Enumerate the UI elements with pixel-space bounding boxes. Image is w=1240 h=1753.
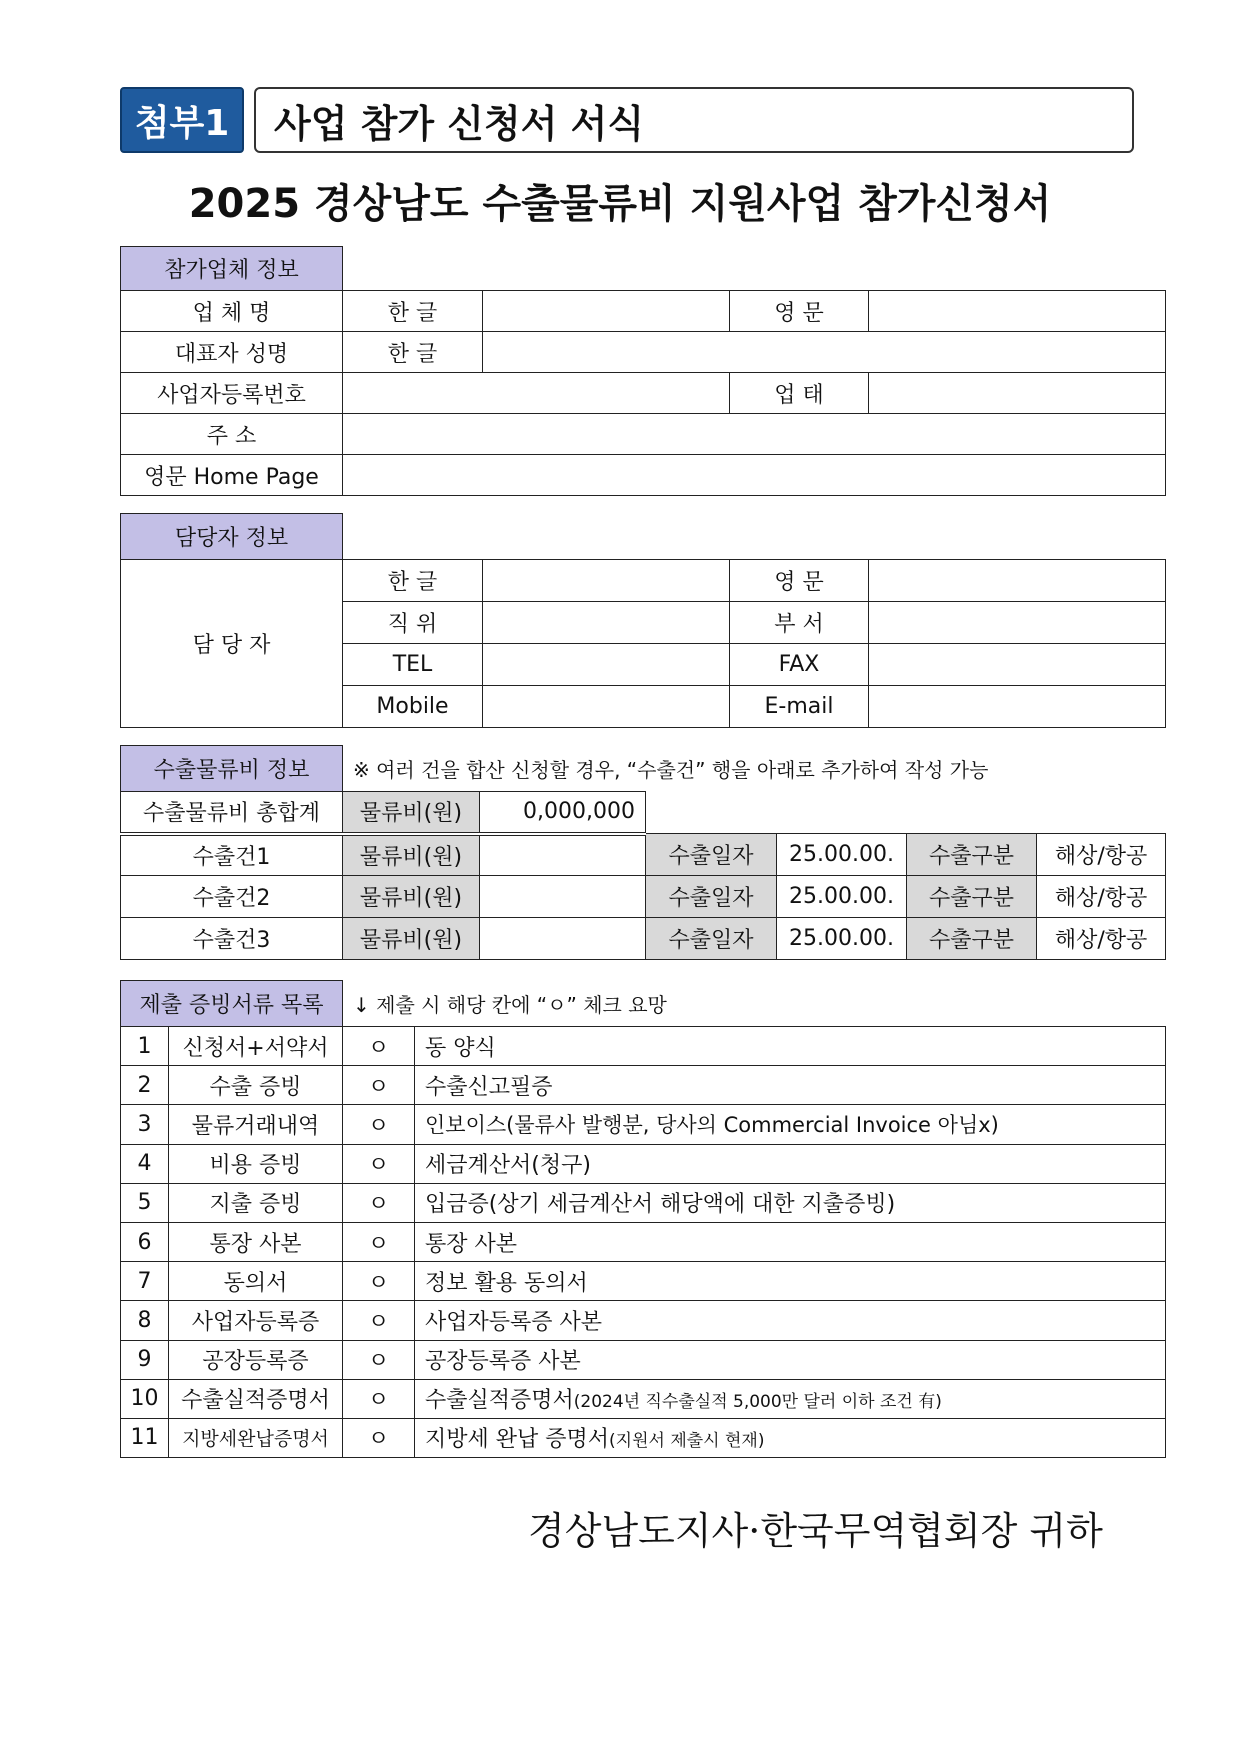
document-desc-cell <box>415 1027 1166 1066</box>
dept-field[interactable] <box>869 602 1166 644</box>
export-date-field[interactable]: 25.00.00. <box>777 834 907 876</box>
document-row <box>121 1105 1166 1144</box>
document-row <box>121 1379 1166 1418</box>
contact-hangul-field[interactable] <box>483 560 730 602</box>
document-row <box>121 1222 1166 1261</box>
document-check[interactable]: ㅇ <box>343 1027 415 1066</box>
export-type-field[interactable]: 해상/항공 <box>1037 918 1166 960</box>
document-row <box>121 1262 1166 1301</box>
label-cost: 물류비(원) <box>343 876 480 918</box>
document-name: 물류거래내역 <box>169 1105 343 1144</box>
label-cost-total: 물류비(원) <box>343 792 480 834</box>
document-name: 수출 증빙 <box>169 1066 343 1105</box>
label-english: 영 문 <box>730 291 869 332</box>
export-cost-field[interactable] <box>480 918 646 960</box>
label-export-type: 수출구분 <box>907 876 1037 918</box>
document-no: 3 <box>121 1105 169 1144</box>
document-no: 2 <box>121 1066 169 1105</box>
address-field[interactable] <box>343 414 1166 455</box>
document-desc: 정보 활용 동의서 <box>425 1270 588 1296</box>
document-no: 1 <box>121 1027 169 1066</box>
document-name: 신청서+서약서 <box>169 1027 343 1066</box>
label-address: 주 소 <box>121 414 343 455</box>
document-no: 6 <box>121 1222 169 1261</box>
document-desc: 통장 사본 <box>425 1231 518 1257</box>
document-check[interactable]: ㅇ <box>343 1379 415 1418</box>
document-desc: 입금증(상기 세금계산서 해당액에 대한 지출증빙) <box>425 1192 896 1218</box>
export-row <box>121 876 1166 918</box>
document-check[interactable]: ㅇ <box>343 1183 415 1222</box>
export-row <box>121 918 1166 960</box>
document-name: 사업자등록증 <box>169 1301 343 1340</box>
document-row <box>121 1183 1166 1222</box>
biz-no-field[interactable] <box>343 373 730 414</box>
document-row <box>121 1340 1166 1379</box>
document-name: 통장 사본 <box>169 1222 343 1261</box>
label-position: 직 위 <box>343 602 483 644</box>
label-export-date: 수출일자 <box>646 918 777 960</box>
document-check[interactable]: ㅇ <box>343 1262 415 1301</box>
logistics-info-table <box>120 745 1166 960</box>
company-name-english-field[interactable] <box>869 291 1166 332</box>
label-person: 담 당 자 <box>121 560 343 728</box>
document-desc: 인보이스(물류사 발행분, 당사의 Commercial Invoice 아님x) <box>425 1113 999 1138</box>
document-name: 공장등록증 <box>169 1340 343 1379</box>
document-desc-cell <box>415 1340 1166 1379</box>
biz-type-field[interactable] <box>869 373 1166 414</box>
document-desc-cell <box>415 1301 1166 1340</box>
document-name: 비용 증빙 <box>169 1144 343 1183</box>
document-desc-cell <box>415 1105 1166 1144</box>
position-field[interactable] <box>483 602 730 644</box>
export-date-field[interactable]: 25.00.00. <box>777 918 907 960</box>
section-header-company: 참가업체 정보 <box>121 247 343 291</box>
export-cost-field[interactable] <box>480 876 646 918</box>
export-cost-field[interactable] <box>480 834 646 876</box>
document-check[interactable]: ㅇ <box>343 1144 415 1183</box>
label-biz-type: 업 태 <box>730 373 869 414</box>
label-hangul: 한 글 <box>343 291 483 332</box>
document-check[interactable]: ㅇ <box>343 1340 415 1379</box>
document-name: 지출 증빙 <box>169 1183 343 1222</box>
contact-english-field[interactable] <box>869 560 1166 602</box>
logistics-note: ※ 여러 건을 합산 신청할 경우, “수출건” 행을 아래로 추가하여 작성 가능 <box>343 746 1166 792</box>
label-email: E-mail <box>730 686 869 728</box>
document-row <box>121 1418 1166 1457</box>
export-name: 수출건1 <box>121 834 343 876</box>
document-check[interactable]: ㅇ <box>343 1222 415 1261</box>
document-desc-cell <box>415 1144 1166 1183</box>
export-name: 수출건3 <box>121 918 343 960</box>
document-name: 수출실적증명서 <box>169 1379 343 1418</box>
mobile-field[interactable] <box>483 686 730 728</box>
document-desc-cell <box>415 1418 1166 1457</box>
label-ceo: 대표자 성명 <box>121 332 343 373</box>
document-desc-note: (2024년 직수출실적 5,000만 달러 이하 조건 有) <box>573 1392 942 1413</box>
document-no: 11 <box>121 1418 169 1457</box>
label-mobile: Mobile <box>343 686 483 728</box>
section-header-logistics: 수출물류비 정보 <box>121 746 343 792</box>
label-cost: 물류비(원) <box>343 918 480 960</box>
contact-info-table <box>120 513 1166 728</box>
export-date-field[interactable]: 25.00.00. <box>777 876 907 918</box>
company-name-hangul-field[interactable] <box>483 291 730 332</box>
document-desc: 수출실적증명서 <box>425 1388 574 1414</box>
export-row <box>121 834 1166 876</box>
section-header-contact: 담당자 정보 <box>121 514 343 560</box>
document-no: 7 <box>121 1262 169 1301</box>
section-header-documents: 제출 증빙서류 목록 <box>121 981 343 1027</box>
document-desc: 사업자등록증 사본 <box>425 1309 603 1335</box>
company-info-table <box>120 246 1166 496</box>
document-desc: 지방세 완납 증명서 <box>425 1427 610 1453</box>
page-title: 2025 경상남도 수출물류비 지원사업 참가신청서 <box>188 181 1052 227</box>
documents-table <box>120 980 1166 1458</box>
label-ceo-hangul: 한 글 <box>343 332 483 373</box>
document-no: 8 <box>121 1301 169 1340</box>
label-tel: TEL <box>343 644 483 686</box>
label-contact-hangul: 한 글 <box>343 560 483 602</box>
document-desc: 세금계산서(청구) <box>425 1153 591 1179</box>
document-desc-cell <box>415 1222 1166 1261</box>
label-export-date: 수출일자 <box>646 834 777 876</box>
ceo-name-field[interactable] <box>483 332 1166 373</box>
document-desc-cell <box>415 1066 1166 1105</box>
document-row <box>121 1066 1166 1105</box>
tel-field[interactable] <box>483 644 730 686</box>
document-no: 5 <box>121 1183 169 1222</box>
label-homepage: 영문 Home Page <box>121 455 343 496</box>
form-title-box <box>254 87 1134 153</box>
label-total: 수출물류비 총합계 <box>121 792 343 834</box>
label-export-type: 수출구분 <box>907 918 1037 960</box>
label-contact-english: 영 문 <box>730 560 869 602</box>
document-desc: 수출신고필증 <box>425 1074 553 1100</box>
document-desc-note: (지원서 제출시 현재) <box>609 1431 765 1452</box>
document-no: 10 <box>121 1379 169 1418</box>
export-type-field[interactable]: 해상/항공 <box>1037 876 1166 918</box>
document-desc: 공장등록증 사본 <box>425 1349 581 1375</box>
document-name: 동의서 <box>169 1262 343 1301</box>
document-check[interactable]: ㅇ <box>343 1066 415 1105</box>
label-dept: 부 서 <box>730 602 869 644</box>
label-fax: FAX <box>730 644 869 686</box>
export-name: 수출건2 <box>121 876 343 918</box>
document-row <box>121 1301 1166 1340</box>
documents-note: ↓ 제출 시 해당 칸에 “ㅇ” 체크 요망 <box>343 981 1166 1027</box>
document-check[interactable]: ㅇ <box>343 1105 415 1144</box>
document-check[interactable]: ㅇ <box>343 1301 415 1340</box>
document-row <box>121 1027 1166 1066</box>
document-desc-cell <box>415 1183 1166 1222</box>
document-desc-cell <box>415 1262 1166 1301</box>
homepage-field[interactable] <box>343 455 1166 496</box>
label-biz-no: 사업자등록번호 <box>121 373 343 414</box>
label-export-type: 수출구분 <box>907 834 1037 876</box>
total-cost-value[interactable]: 0,000,000 <box>480 792 646 834</box>
attachment-badge: 첨부1 <box>120 87 244 153</box>
recipient-line: 경상남도지사·한국무역협회장 귀하 <box>528 1509 1103 1553</box>
document-row <box>121 1144 1166 1183</box>
label-company-name: 업 체 명 <box>121 291 343 332</box>
document-no: 4 <box>121 1144 169 1183</box>
label-cost: 물류비(원) <box>343 834 480 876</box>
document-check[interactable]: ㅇ <box>343 1418 415 1457</box>
email-field[interactable] <box>869 686 1166 728</box>
document-desc-cell <box>415 1379 1166 1418</box>
label-export-date: 수출일자 <box>646 876 777 918</box>
export-type-field[interactable]: 해상/항공 <box>1037 834 1166 876</box>
form-title: 사업 참가 신청서 서식 <box>274 101 645 146</box>
document-no: 9 <box>121 1340 169 1379</box>
fax-field[interactable] <box>869 644 1166 686</box>
document-name: 지방세완납증명서 <box>169 1418 343 1457</box>
document-desc: 동 양식 <box>425 1035 496 1061</box>
